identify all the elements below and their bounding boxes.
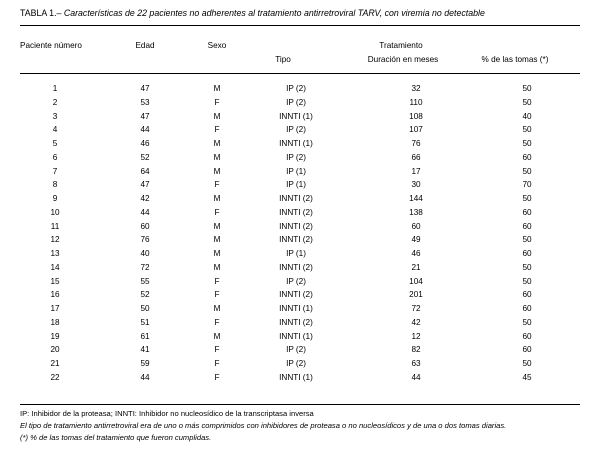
cell-sexo: M xyxy=(213,249,221,258)
cell-duracion: 76 xyxy=(411,139,421,148)
cell-n: 2 xyxy=(52,97,58,107)
cell-edad: 72 xyxy=(140,262,150,272)
cell-duracion: 104 xyxy=(409,276,423,286)
cell-duracion: 30 xyxy=(411,180,421,190)
cell-sexo: M xyxy=(213,221,221,231)
cell-edad: 44 xyxy=(140,125,150,135)
header-duracion: Duración en meses xyxy=(367,55,439,64)
cell-duracion: 108 xyxy=(409,111,423,121)
footnote-doses: (*) % de las tomas del tratamiento que fueron cumplidas. xyxy=(20,433,212,442)
cell-edad: 47 xyxy=(140,111,150,121)
cell-n: 18 xyxy=(50,317,60,327)
cell-edad: 51 xyxy=(140,317,150,327)
cell-n: 7 xyxy=(52,166,58,176)
cell-tomas: 50 xyxy=(522,194,532,203)
cell-tomas: 60 xyxy=(522,207,532,217)
table-row xyxy=(20,137,580,151)
cell-n: 9 xyxy=(52,194,58,203)
cell-edad: 55 xyxy=(140,276,150,286)
cell-sexo: M xyxy=(213,304,221,313)
cell-n: 10 xyxy=(50,207,60,217)
cell-sexo: M xyxy=(213,111,221,121)
cell-tomas: 60 xyxy=(522,345,532,355)
cell-sexo: F xyxy=(214,372,220,382)
cell-edad: 76 xyxy=(140,235,150,245)
cell-sexo: F xyxy=(214,207,220,217)
cell-edad: 60 xyxy=(140,221,150,231)
cell-edad: 41 xyxy=(140,345,150,355)
cell-n: 19 xyxy=(50,331,60,341)
cell-tomas: 50 xyxy=(522,139,532,148)
cell-n: 17 xyxy=(50,304,60,313)
cell-n: 13 xyxy=(50,249,60,258)
table-row xyxy=(20,343,580,357)
top-rule xyxy=(20,25,580,26)
table-row xyxy=(20,261,580,275)
cell-tipo: IP (2) xyxy=(286,125,306,135)
cell-n: 14 xyxy=(50,262,60,272)
cell-sexo: M xyxy=(213,235,221,245)
cell-tipo: IP (2) xyxy=(286,152,306,162)
cell-tipo: IP (2) xyxy=(286,97,306,107)
cell-n: 12 xyxy=(50,235,60,245)
cell-duracion: 60 xyxy=(411,221,421,231)
cell-n: 22 xyxy=(50,372,60,382)
footnote-treatment-type: El tipo de tratamiento antirretroviral era de uno o más comprimidos con inhibidores de proteasa o no nucleosídicos y de una o dos tomas diarias. xyxy=(20,421,507,430)
cell-duracion: 63 xyxy=(411,359,421,368)
table-row xyxy=(20,357,580,371)
table-row xyxy=(20,233,580,247)
cell-tipo: INNTI (2) xyxy=(279,317,313,327)
cell-tomas: 60 xyxy=(522,304,532,313)
table-row xyxy=(20,110,580,124)
cell-edad: 61 xyxy=(140,331,150,341)
cell-tomas: 50 xyxy=(522,262,532,272)
table-row xyxy=(20,275,580,289)
cell-tomas: 40 xyxy=(522,111,532,121)
cell-tipo: IP (2) xyxy=(286,276,306,286)
header-tomas: % de las tomas (*) xyxy=(481,55,549,64)
cell-sexo: F xyxy=(214,359,220,368)
table-title-text: Características de 22 pacientes no adherentes al tratamiento antirretroviral TARV, con viremia no detectable xyxy=(63,8,485,18)
table-row xyxy=(20,302,580,316)
cell-tipo: IP (2) xyxy=(286,345,306,355)
cell-n: 15 xyxy=(50,276,60,286)
patients-table-body xyxy=(20,82,580,385)
cell-tomas: 45 xyxy=(522,372,532,382)
table-title xyxy=(20,8,485,18)
cell-tomas: 50 xyxy=(522,235,532,245)
cell-duracion: 72 xyxy=(411,304,421,313)
header-paciente: Paciente número xyxy=(20,41,82,50)
cell-edad: 46 xyxy=(140,139,150,148)
cell-tipo: INNTI (1) xyxy=(279,331,313,341)
cell-duracion: 138 xyxy=(409,207,423,217)
cell-tipo: INNTI (2) xyxy=(279,194,313,203)
cell-duracion: 17 xyxy=(411,166,421,176)
cell-edad: 52 xyxy=(140,290,150,300)
cell-duracion: 82 xyxy=(411,345,421,355)
cell-sexo: M xyxy=(213,331,221,341)
cell-n: 3 xyxy=(52,111,58,121)
cell-edad: 47 xyxy=(140,84,150,93)
cell-sexo: F xyxy=(214,125,220,135)
cell-tomas: 50 xyxy=(522,97,532,107)
header-edad: Edad xyxy=(135,41,155,50)
table-row xyxy=(20,165,580,179)
cell-edad: 52 xyxy=(140,152,150,162)
cell-tomas: 50 xyxy=(522,125,532,135)
cell-duracion: 32 xyxy=(411,84,421,93)
cell-sexo: F xyxy=(214,180,220,190)
table-row xyxy=(20,330,580,344)
header-sexo: Sexo xyxy=(207,41,227,50)
cell-tipo: INNTI (1) xyxy=(279,372,313,382)
cell-duracion: 42 xyxy=(411,317,421,327)
cell-tipo: IP (2) xyxy=(286,84,306,93)
cell-duracion: 46 xyxy=(411,249,421,258)
table-row xyxy=(20,247,580,261)
patients-table xyxy=(20,82,580,385)
table-row xyxy=(20,371,580,385)
cell-tipo: IP (1) xyxy=(286,249,306,258)
cell-tipo: INNTI (1) xyxy=(279,111,313,121)
cell-edad: 53 xyxy=(140,97,150,107)
cell-sexo: M xyxy=(213,194,221,203)
cell-sexo: F xyxy=(214,345,220,355)
cell-sexo: M xyxy=(213,139,221,148)
cell-duracion: 44 xyxy=(411,372,421,382)
cell-tomas: 50 xyxy=(522,317,532,327)
cell-edad: 44 xyxy=(140,207,150,217)
cell-tipo: INNTI (2) xyxy=(279,235,313,245)
cell-duracion: 12 xyxy=(411,331,421,341)
cell-n: 20 xyxy=(50,345,60,355)
cell-duracion: 144 xyxy=(409,194,423,203)
cell-edad: 59 xyxy=(140,359,150,368)
cell-sexo: M xyxy=(213,84,221,93)
cell-duracion: 21 xyxy=(411,262,421,272)
cell-tomas: 60 xyxy=(522,249,532,258)
cell-n: 16 xyxy=(50,290,60,300)
cell-tipo: INNTI (2) xyxy=(279,262,313,272)
cell-tomas: 50 xyxy=(522,359,532,368)
cell-duracion: 107 xyxy=(409,125,423,135)
cell-tomas: 50 xyxy=(522,84,532,93)
cell-tomas: 60 xyxy=(522,331,532,341)
cell-sexo: M xyxy=(213,152,221,162)
cell-edad: 64 xyxy=(140,166,150,176)
cell-tomas: 50 xyxy=(522,276,532,286)
table-title-label: TABLA 1.– xyxy=(20,8,62,18)
footnote-abbreviations: IP: Inhibidor de la proteasa; INNTI: Inhibidor no nucleosídico de la transcriptasa inversa xyxy=(20,409,314,418)
cell-n: 21 xyxy=(50,359,60,368)
cell-sexo: F xyxy=(214,317,220,327)
table-row xyxy=(20,220,580,234)
cell-tipo: IP (1) xyxy=(286,166,306,176)
table-row xyxy=(20,192,580,206)
table-row xyxy=(20,123,580,137)
cell-tomas: 60 xyxy=(522,221,532,231)
cell-tipo: INNTI (1) xyxy=(279,304,313,313)
table-row xyxy=(20,151,580,165)
cell-edad: 40 xyxy=(140,249,150,258)
cell-tipo: INNTI (2) xyxy=(279,207,313,217)
cell-duracion: 49 xyxy=(411,235,421,245)
cell-duracion: 66 xyxy=(411,152,421,162)
table-row xyxy=(20,82,580,96)
cell-tomas: 60 xyxy=(522,152,532,162)
cell-sexo: M xyxy=(213,262,221,272)
cell-tipo: IP (2) xyxy=(286,359,306,368)
cell-edad: 42 xyxy=(140,194,150,203)
cell-n: 8 xyxy=(52,180,58,190)
table-row xyxy=(20,178,580,192)
cell-edad: 47 xyxy=(140,180,150,190)
cell-sexo: F xyxy=(214,290,220,300)
cell-duracion: 201 xyxy=(409,290,423,300)
cell-tomas: 60 xyxy=(522,290,532,300)
cell-tipo: INNTI (2) xyxy=(279,290,313,300)
bottom-rule xyxy=(20,404,580,405)
cell-tomas: 50 xyxy=(522,166,532,176)
cell-n: 4 xyxy=(52,125,58,135)
cell-n: 1 xyxy=(52,84,58,93)
cell-sexo: F xyxy=(214,97,220,107)
header-tratamiento: Tratamiento xyxy=(379,41,423,50)
cell-edad: 50 xyxy=(140,304,150,313)
table-row xyxy=(20,96,580,110)
cell-sexo: M xyxy=(213,166,221,176)
cell-tomas: 70 xyxy=(522,180,532,190)
table-row xyxy=(20,288,580,302)
cell-n: 11 xyxy=(50,221,60,231)
cell-edad: 44 xyxy=(140,372,150,382)
table-row xyxy=(20,316,580,330)
cell-n: 6 xyxy=(52,152,58,162)
cell-duracion: 110 xyxy=(409,97,423,107)
header-rule xyxy=(20,73,580,74)
cell-tipo: INNTI (1) xyxy=(279,139,313,148)
table-row xyxy=(20,206,580,220)
cell-n: 5 xyxy=(52,139,58,148)
cell-sexo: F xyxy=(214,276,220,286)
cell-tipo: IP (1) xyxy=(286,180,306,190)
header-tipo: Tipo xyxy=(275,55,291,64)
cell-tipo: INNTI (2) xyxy=(279,221,313,231)
